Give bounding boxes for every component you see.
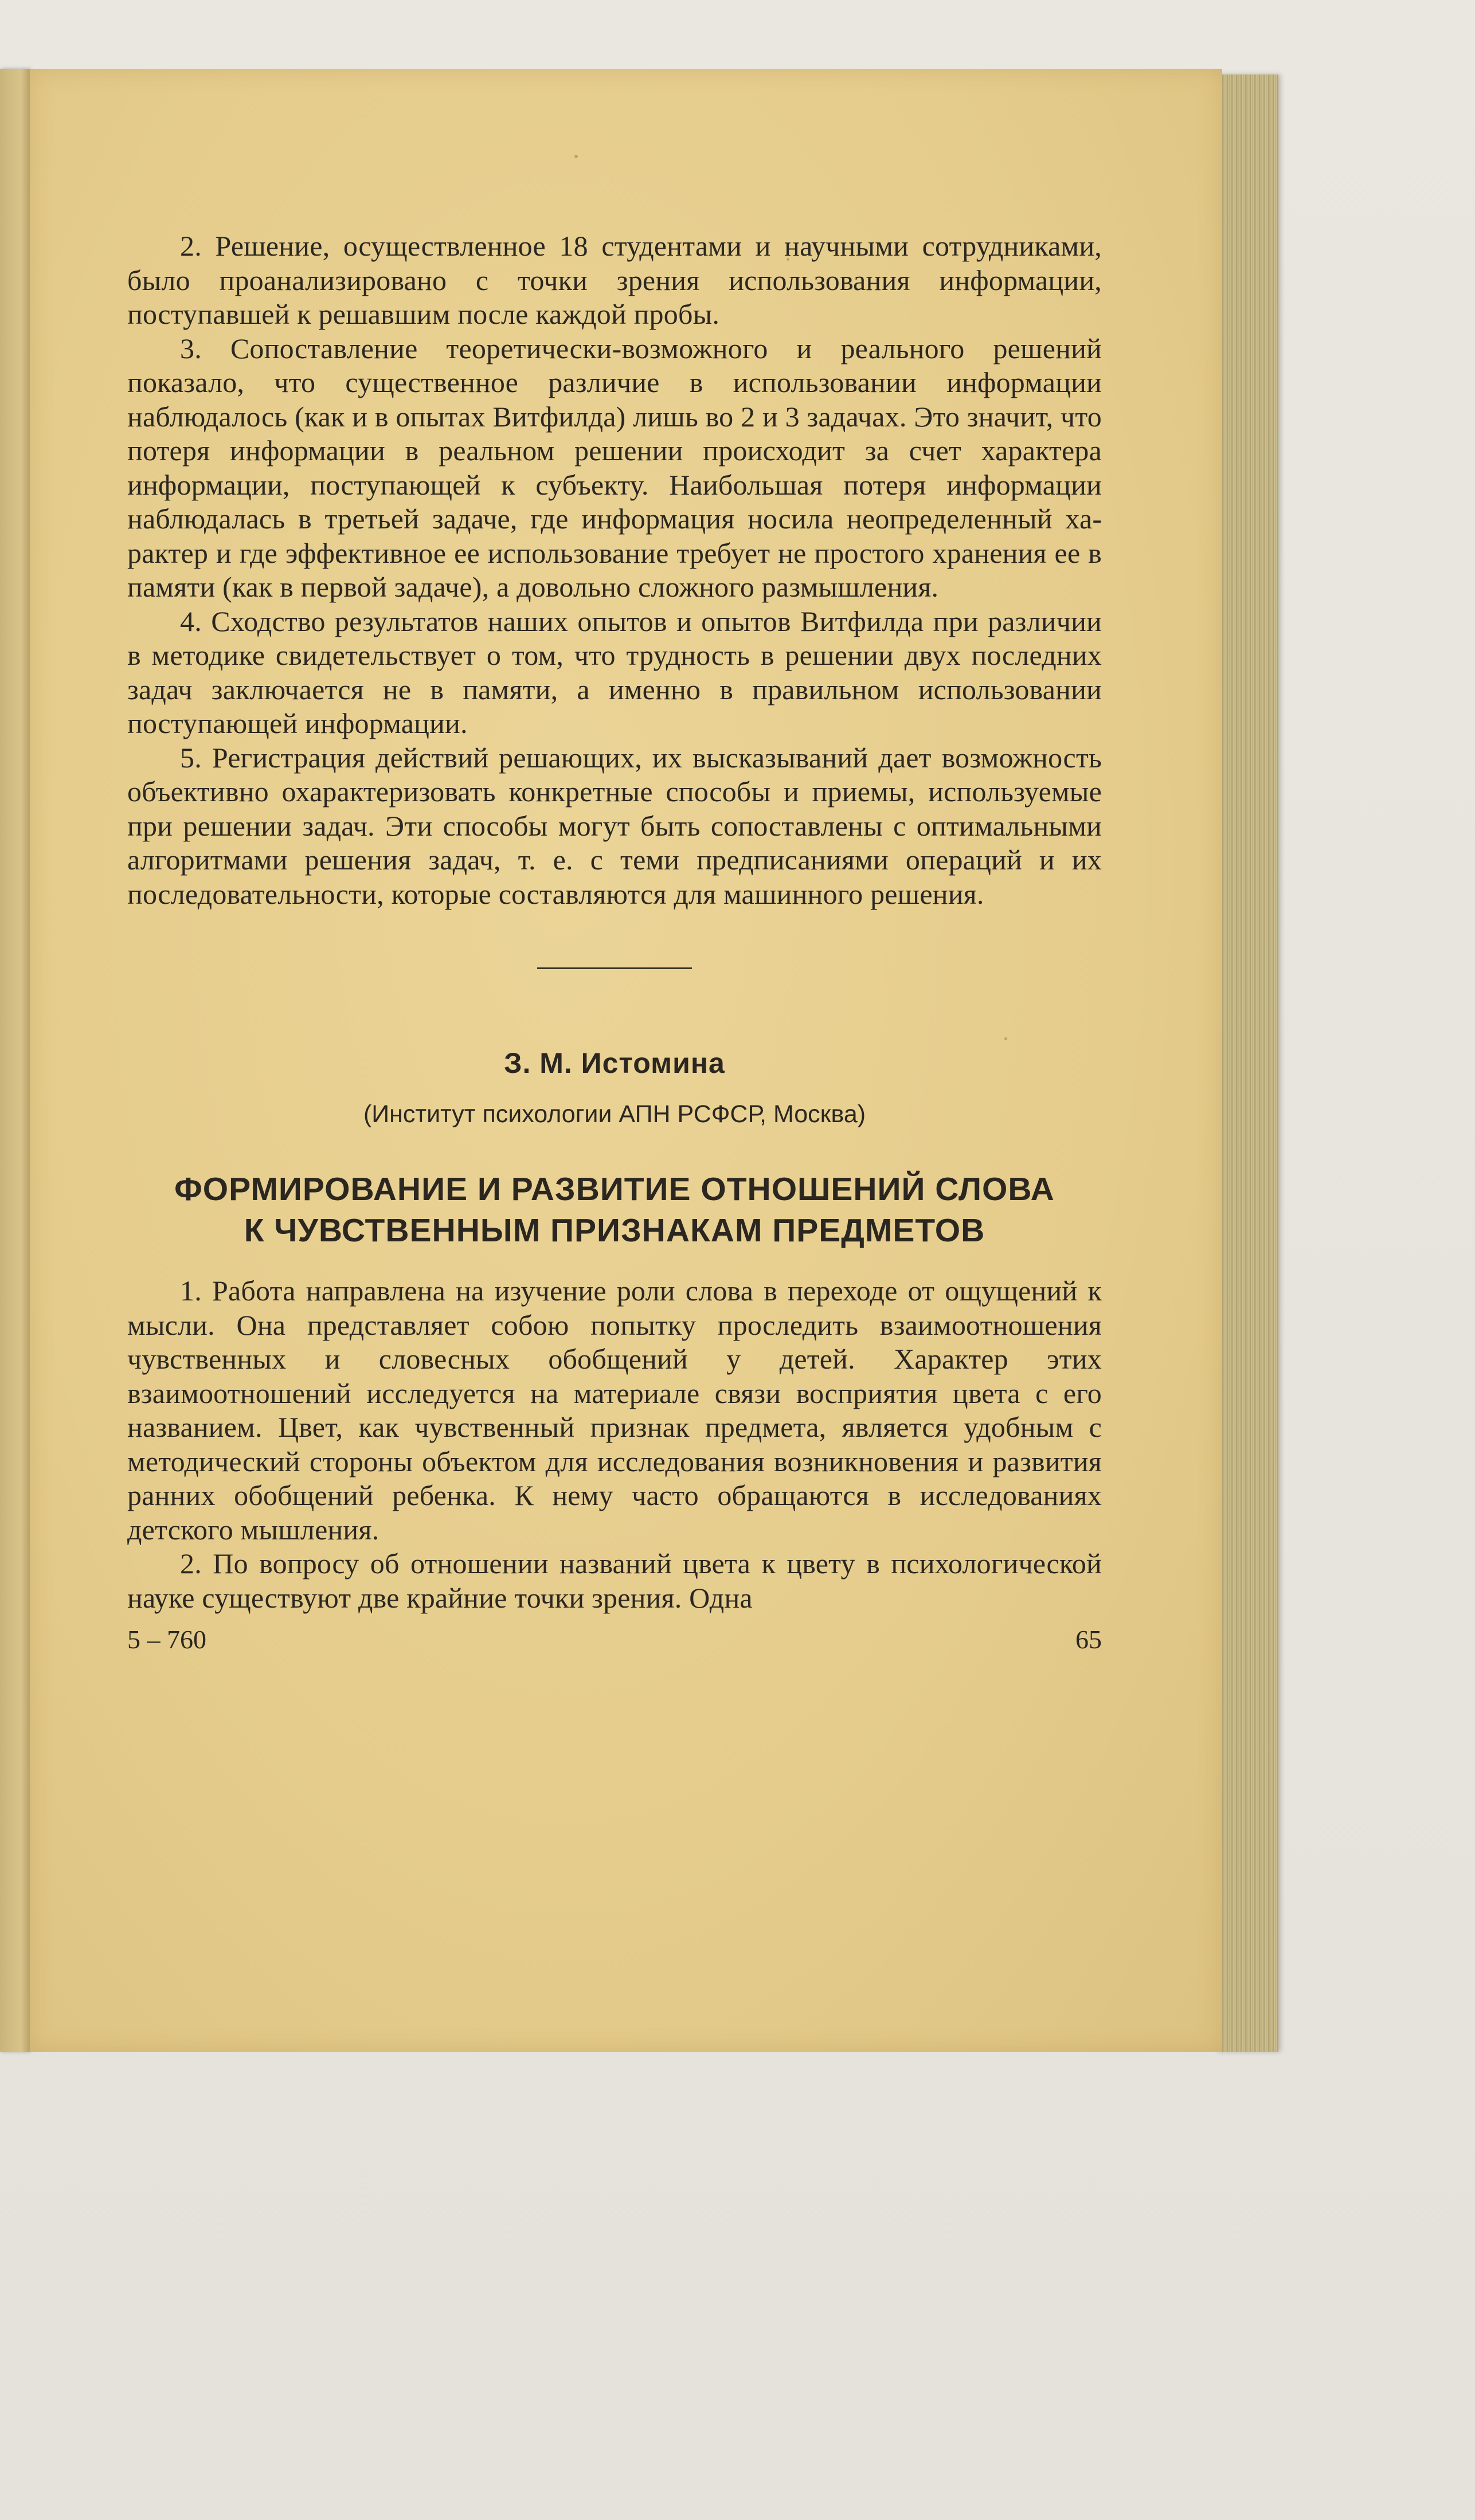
paragraph: 1. Работа направлена на изучение роли слова в переходе от ощущений к мысли. Она представляет собою попытку проследить взаимоотношения чувственных и словесных обобщений у детей. Характер этих взаимоотношений исследуется на материале связи восприятия цвета с его названием. Цвет, как чувственный признак предмета, является удобным с методический стороны объектом для исследования возникновения и развития ранних обобщений ребенка. К нему часто обращаются в исследованиях детского мышления. <box>127 1275 1102 1546</box>
paragraph: 5. Регистрация действий решающих, их высказываний дает возможность объективно охарактеризовать конкретные способы и приемы, используемые при решении задач. Эти способы могут быть сопоставлены с оптимальными алгоритмами решения задач, т. е. с теми предписаниями операций и их последовательности, которые составляются для машинного решения. <box>127 741 1102 910</box>
book-page <box>30 69 1222 2052</box>
paragraph: 4. Сходство результатов наших опытов и опытов Витфилда при различии в методике свидетельствует о том, что трудность в решении двух последних задач заключается не в памяти, а именно в правильном использовании поступающей информации. <box>127 605 1102 739</box>
paragraph: 2. По вопросу об отношении названий цвета к цвету в психологической науке существуют две крайние точки зрения. Одна <box>127 1547 1102 1614</box>
paper-speck <box>574 155 578 158</box>
paragraph: 3. Сопоставление теоретически-возможного и реального решений показало, что существенное различие в использовании информации наблюдалось (как и в опытах Витфилда) лишь во 2 и 3 задачах. Это значит, что потеря информации в реальном решении происходит за счет характера информации, поступающей к субъекту. Наибольшая потеря информации наблюдалась в третьей задаче, где информация носила неопределенный характер и где эффективное ее использование требует не простого хранения ее в памяти (как в первой задаче), а довольно сложного размышления. <box>127 332 1102 603</box>
page-stack-edge <box>1215 75 1278 2052</box>
paragraph: 2. Решение, осуществленное 18 студентами и научными сотрудниками, было проанализировано с точки зрения использования информации, поступавшей к решавшим после каждой пробы. <box>127 230 1102 330</box>
printer-signature: 5 – 760 <box>127 1625 206 1654</box>
section-divider <box>537 967 692 969</box>
author-affiliation: (Институт психологии АПН РСФСР, Москва) <box>363 1100 866 1128</box>
page-footer <box>127 1624 1102 1655</box>
article-title <box>127 1169 1102 1251</box>
facing-page-edge <box>0 69 30 2052</box>
article-author: З. М. Истомина <box>504 1047 725 1079</box>
article-title-line: К ЧУВСТВЕННЫМ ПРИЗНАКАМ ПРЕДМЕТОВ <box>244 1212 985 1249</box>
page-number: 65 <box>1075 1625 1102 1654</box>
article-title-line: ФОРМИРОВАНИЕ И РАЗВИТИЕ ОТНОШЕНИЙ СЛОВА <box>174 1171 1055 1208</box>
page-content <box>127 229 1102 1655</box>
